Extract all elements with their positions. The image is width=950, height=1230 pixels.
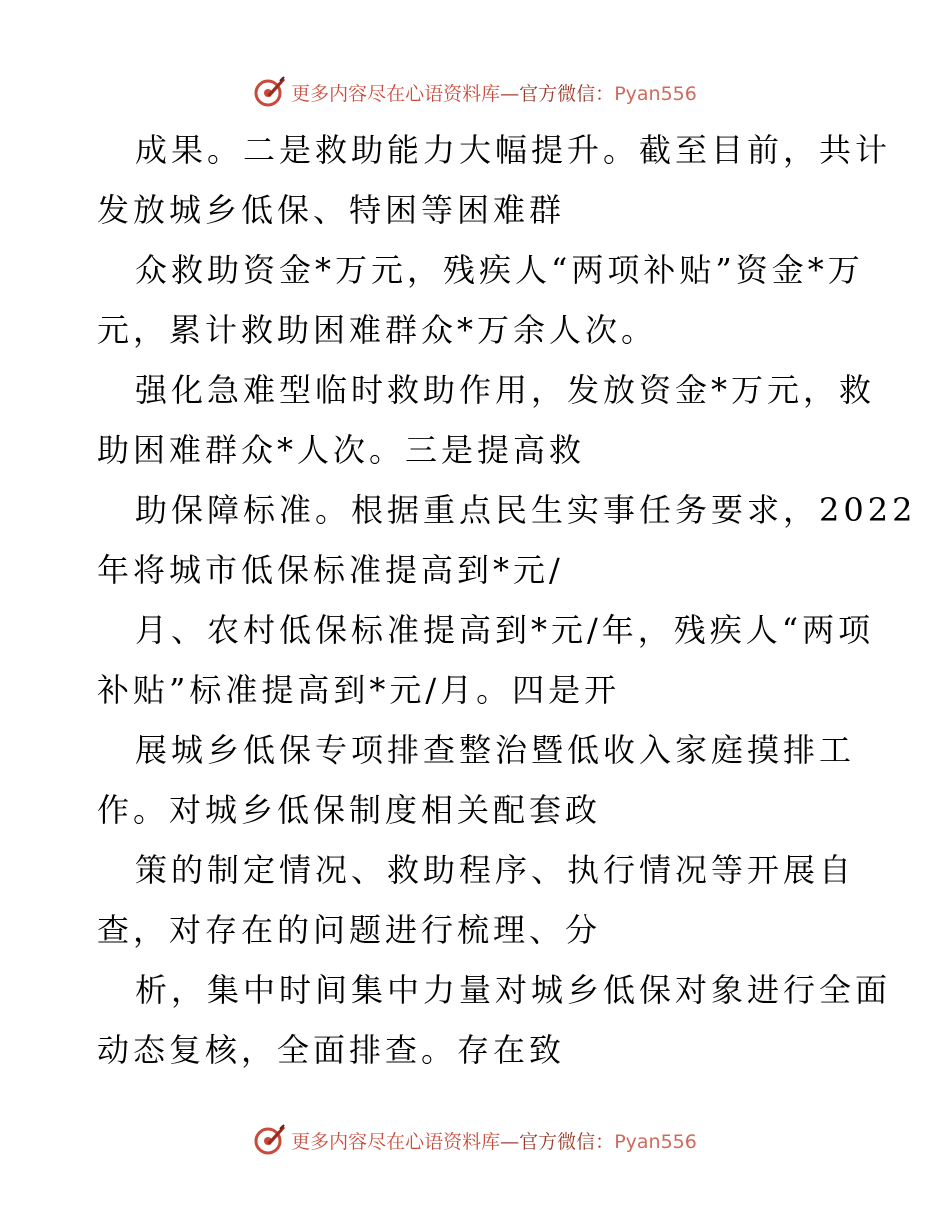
quill-logo-icon xyxy=(253,1123,287,1157)
paragraph-line: 发放城乡低保、特困等困难群 xyxy=(97,191,566,229)
paragraph xyxy=(97,720,856,840)
watermark-text xyxy=(291,1127,697,1154)
paragraph-line: 查，对存在的问题进行梳理、分 xyxy=(97,911,602,949)
watermark-dash: — xyxy=(500,82,520,105)
watermark-label: 更多内容尽在心语资料库 xyxy=(291,82,501,105)
watermark-wechat-id: Pyan556 xyxy=(614,1130,697,1153)
paragraph-line: 动态复核，全面排查。存在致 xyxy=(97,1031,566,1069)
paragraph xyxy=(97,240,864,360)
paragraph-line: 月、农村低保标准提高到*元/年，残疾人“两项 xyxy=(135,611,875,649)
paragraph-line: 年将城市低保标准提高到*元/ xyxy=(97,551,564,589)
watermark-text xyxy=(291,79,697,106)
paragraph xyxy=(97,480,917,600)
paragraph-line: 补贴”标准提高到*元/月。四是开 xyxy=(97,671,621,709)
watermark-wechat-id: Pyan556 xyxy=(614,82,697,105)
paragraph xyxy=(97,600,875,720)
paragraph-line: 展城乡低保专项排查整治暨低收入家庭摸排工 xyxy=(135,731,856,769)
paragraph-line: 策的制定情况、救助程序、执行情况等开展自 xyxy=(135,851,856,889)
paragraph-line: 作。对城乡低保制度相关配套政 xyxy=(97,791,602,829)
paragraph-line: 助保障标准。根据重点民生实事任务要求，2022 xyxy=(135,491,917,529)
watermark-official-label: 官方微信： xyxy=(519,1130,615,1153)
paragraph xyxy=(97,960,892,1080)
footer-watermark xyxy=(0,1120,950,1160)
paragraph-line: 助困难群众*人次。三是提高救 xyxy=(97,431,586,469)
watermark-dash: — xyxy=(500,1130,520,1153)
watermark-label: 更多内容尽在心语资料库 xyxy=(291,1130,501,1153)
document-body xyxy=(97,120,917,1080)
paragraph-line: 析，集中时间集中力量对城乡低保对象进行全面 xyxy=(135,971,892,1009)
paragraph-line: 强化急难型临时救助作用，发放资金*万元，救 xyxy=(135,371,876,409)
paragraph-line: 众救助资金*万元，残疾人“两项补贴”资金*万 xyxy=(135,251,864,289)
quill-logo-icon xyxy=(253,75,287,109)
watermark-official-label: 官方微信： xyxy=(519,82,615,105)
paragraph-line: 元，累计救助困难群众*万余人次。 xyxy=(97,311,658,349)
paragraph xyxy=(97,120,892,240)
paragraph-line: 成果。二是救助能力大幅提升。截至目前，共计 xyxy=(135,131,892,169)
header-watermark xyxy=(0,72,950,112)
paragraph xyxy=(97,840,856,960)
paragraph xyxy=(97,360,876,480)
